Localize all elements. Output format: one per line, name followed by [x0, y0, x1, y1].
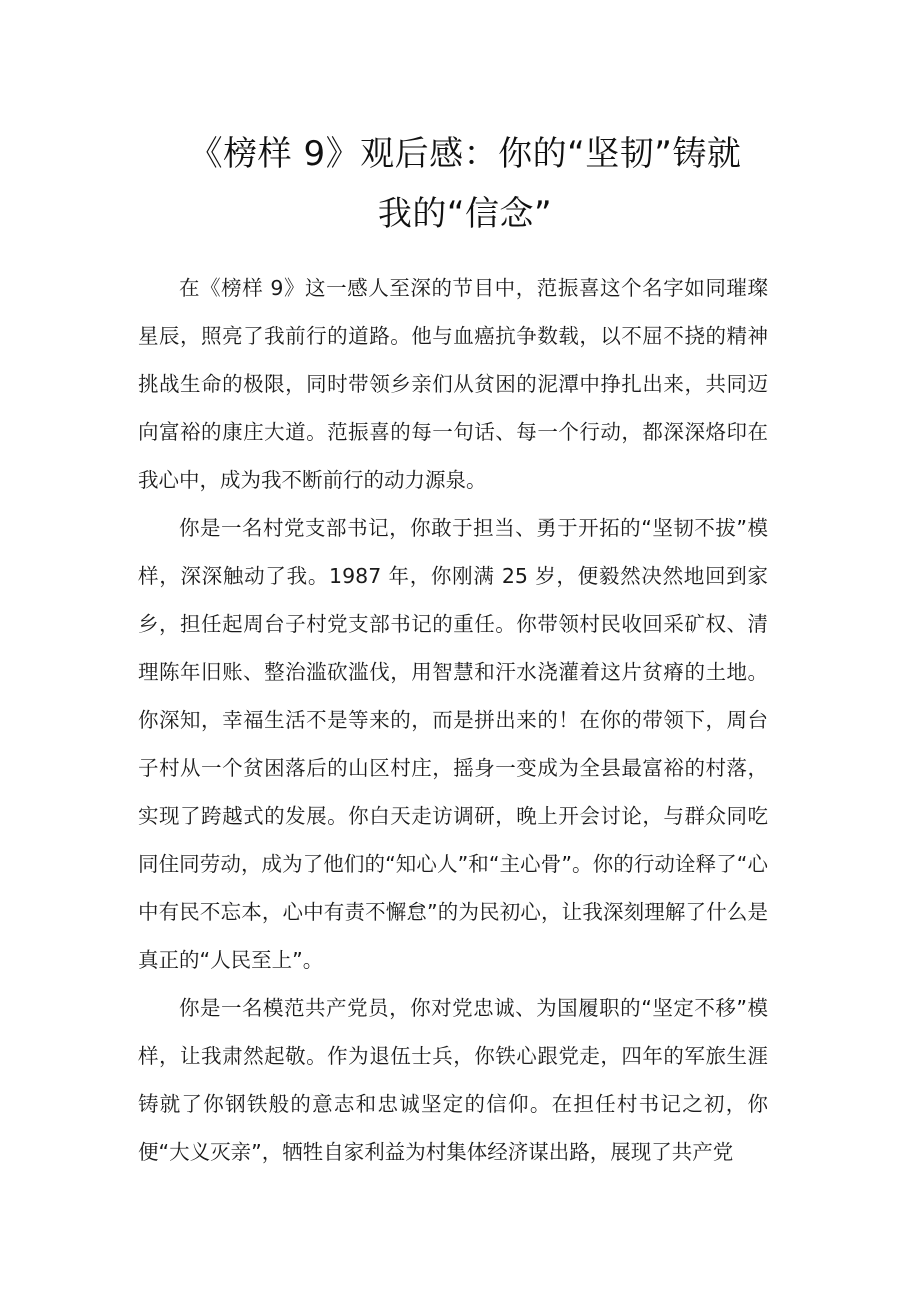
document-body [138, 264, 768, 1176]
title-line-2: 我的“信念” [377, 194, 553, 234]
document-title [150, 124, 780, 244]
paragraph: 你是一名模范共产党员，你对党忠诚、为国履职的“坚定不移”模样，让我肃然起敬。作为退伍士兵，你铁心跟党走，四年的军旅生涯铸就了你钢铁般的意志和忠诚坚定的信仰。在担任村书记之初，你便“大义灭亲”，牺牲自家利益为村集体经济谋出路，展现了共产党 [138, 996, 768, 1164]
title-line-1: 《榜样 9》观后感：你的“坚韧”铸就 [188, 134, 742, 174]
paragraph: 你是一名村党支部书记，你敢于担当、勇于开拓的“坚韧不拔”模样，深深触动了我。1987 年，你刚满 25 岁，便毅然决然地回到家乡，担任起周台子村党支部书记的重任。你带领村民收回采矿权、清理陈年旧账、整治滥砍滥伐，用智慧和汗水浇灌着这片贫瘠的土地。你深知，幸福生活不是等来的，而是拼出来的！在你的带领下，周台子村从一个贫困落后的山区村庄，摇身一变成为全县最富裕的村落，实现了跨越式的发展。你白天走访调研，晚上开会讨论，与群众同吃同住同劳动，成为了他们的“知心人”和“主心骨”。你的行动诠释了“心中有民不忘本，心中有责不懈怠”的为民初心，让我深刻理解了什么是真正的“人民至上”。 [138, 516, 768, 972]
paragraph: 在《榜样 9》这一感人至深的节目中，范振喜这个名字如同璀璨星辰，照亮了我前行的道路。他与血癌抗争数载，以不屈不挠的精神挑战生命的极限，同时带领乡亲们从贫困的泥潭中挣扎出来，共同迈向富裕的康庄大道。范振喜的每一句话、每一个行动，都深深烙印在我心中，成为我不断前行的动力源泉。 [138, 276, 768, 492]
